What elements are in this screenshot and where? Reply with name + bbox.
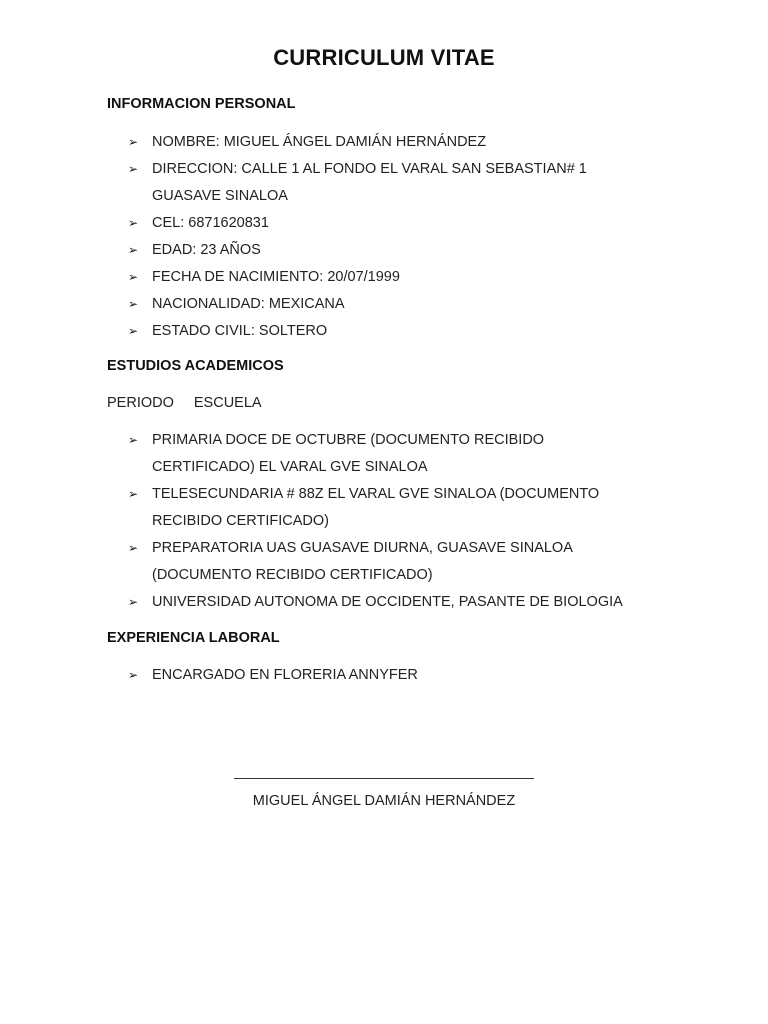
signature-line <box>234 778 534 779</box>
arrow-bullet-icon: ➢ <box>128 162 139 176</box>
list-item <box>128 129 688 156</box>
list-item <box>128 427 688 481</box>
list-item <box>128 662 688 689</box>
list-item <box>128 237 688 264</box>
list-item-text: NOMBRE: MIGUEL ÁNGEL DAMIÁN HERNÁNDEZ <box>152 134 487 150</box>
list-item-text: FECHA DE NACIMIENTO: 20/07/1999 <box>152 269 400 285</box>
studies-columns-header <box>107 395 262 411</box>
list-item-text: EDAD: 23 AÑOS <box>152 242 261 258</box>
arrow-bullet-icon: ➢ <box>128 135 139 149</box>
arrow-bullet-icon: ➢ <box>128 243 139 257</box>
arrow-bullet-icon: ➢ <box>128 487 139 501</box>
section-heading-personal: INFORMACION PERSONAL <box>107 96 296 112</box>
list-item-text: PRIMARIA DOCE DE OCTUBRE (DOCUMENTO RECIBIDO CERTIFICADO) EL VARAL GVE SINALOA <box>152 432 545 475</box>
arrow-bullet-icon: ➢ <box>128 297 139 311</box>
arrow-bullet-icon: ➢ <box>128 668 139 682</box>
list-item-text: ESTADO CIVIL: SOLTERO <box>152 323 328 339</box>
list-item-text: TELESECUNDARIA # 88Z EL VARAL GVE SINALOA (DOCUMENTO RECIBIDO CERTIFICADO) <box>152 486 600 529</box>
arrow-bullet-icon: ➢ <box>128 595 139 609</box>
arrow-bullet-icon: ➢ <box>128 270 139 284</box>
list-item-text: DIRECCION: CALLE 1 AL FONDO EL VARAL SAN SEBASTIAN# 1 GUASAVE SINALOA <box>152 161 587 204</box>
list-item-text: ENCARGADO EN FLORERIA ANNYFER <box>152 667 418 683</box>
list-item <box>128 481 688 535</box>
list-item <box>128 535 688 589</box>
arrow-bullet-icon: ➢ <box>128 541 139 555</box>
list-item <box>128 589 688 616</box>
experience-list <box>128 662 688 689</box>
list-item <box>128 291 688 318</box>
section-heading-experience: EXPERIENCIA LABORAL <box>107 630 280 646</box>
list-item-text: UNIVERSIDAD AUTONOMA DE OCCIDENTE, PASANTE DE BIOLOGIA <box>152 594 623 610</box>
column-period: PERIODO <box>107 395 174 411</box>
list-item <box>128 318 688 345</box>
signature-name: MIGUEL ÁNGEL DAMIÁN HERNÁNDEZ <box>252 793 516 809</box>
document-title: CURRICULUM VITAE <box>273 45 495 70</box>
list-item <box>128 210 688 237</box>
arrow-bullet-icon: ➢ <box>128 433 139 447</box>
list-item <box>128 264 688 291</box>
arrow-bullet-icon: ➢ <box>128 216 139 230</box>
list-item-text: NACIONALIDAD: MEXICANA <box>152 296 345 312</box>
studies-list <box>128 427 688 616</box>
column-school: ESCUELA <box>193 395 262 411</box>
list-item-text: CEL: 6871620831 <box>152 215 269 231</box>
personal-info-list <box>128 129 688 345</box>
arrow-bullet-icon: ➢ <box>128 324 139 338</box>
section-heading-studies: ESTUDIOS ACADEMICOS <box>107 358 284 374</box>
list-item <box>128 156 688 210</box>
list-item-text: PREPARATORIA UAS GUASAVE DIURNA, GUASAVE SINALOA (DOCUMENTO RECIBIDO CERTIFICADO) <box>152 540 573 583</box>
